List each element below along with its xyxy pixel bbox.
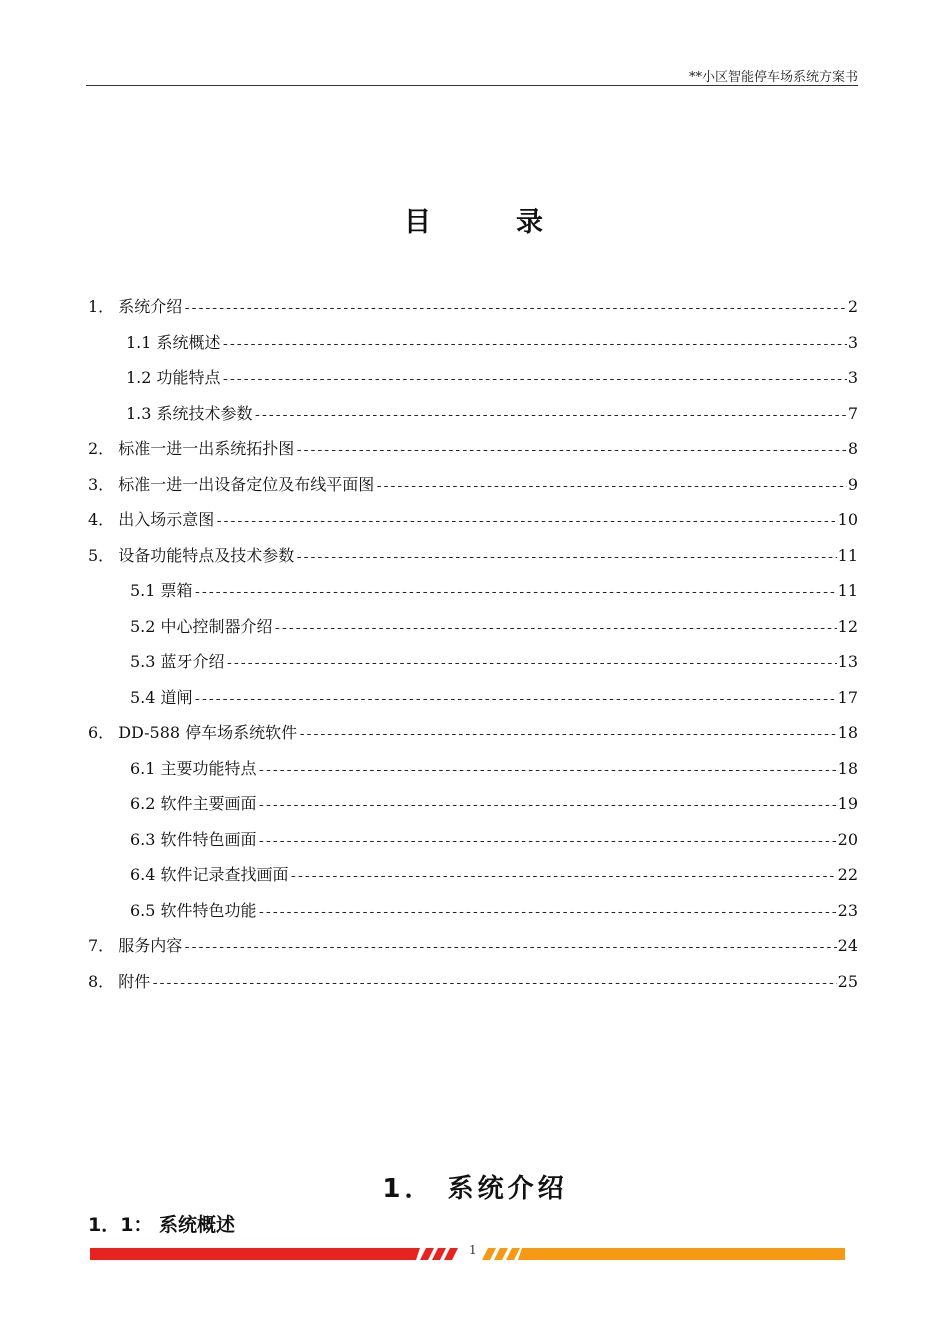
toc-leader-dashes: [194, 575, 837, 611]
toc-entry-page: 17: [837, 687, 858, 707]
toc-leader-dashes: [226, 646, 837, 682]
toc-entry-label: 6.1 主要功能特点: [130, 758, 257, 778]
toc-leader-dashes: [295, 433, 847, 469]
toc-entry-page: 25: [837, 971, 858, 991]
toc-entry-label: DD-588 停车场系统软件: [118, 723, 298, 742]
toc-entry-label: 服务内容: [118, 936, 183, 955]
toc-entry-label: 标准一进一出设备定位及布线平面图: [118, 474, 375, 494]
footer-slash-right-1: [482, 1248, 496, 1260]
toc-entry-page: 3: [847, 368, 858, 387]
toc-entry[interactable]: [86, 893, 858, 929]
toc-leader-dashes: [222, 327, 847, 363]
toc-entry[interactable]: [86, 680, 858, 716]
footer-slash-left-1: [420, 1248, 434, 1260]
toc-leader-dashes: [375, 469, 847, 505]
header-divider: [86, 85, 858, 86]
toc-entry[interactable]: [86, 573, 858, 609]
toc-entry-label: 标准一进一出系统拓扑图: [118, 439, 295, 458]
footer-page-number: 1: [469, 1243, 477, 1257]
toc-leader-dashes: [222, 362, 847, 398]
toc-entry-label: 6.3 软件特色画面: [130, 829, 257, 849]
toc-entry[interactable]: [86, 857, 858, 893]
toc-entry-page: 12: [837, 616, 858, 636]
toc-entry-page: 18: [837, 758, 858, 778]
toc-entry-label: 6.2 软件主要画面: [130, 794, 257, 813]
toc-entry-page: 18: [837, 723, 858, 742]
footer-slash-right-2: [494, 1248, 508, 1260]
toc-entry[interactable]: [86, 964, 858, 1000]
toc-title-char-2: 录: [516, 207, 543, 238]
toc-leader-dashes: [183, 291, 847, 327]
toc-leader-dashes: [258, 824, 837, 860]
toc-entry-label: 1.3 系统技术参数: [126, 403, 253, 423]
toc-entry-label: 6.5 软件特色功能: [130, 900, 257, 920]
toc-entry[interactable]: [86, 396, 858, 432]
toc-entry[interactable]: [86, 644, 858, 680]
toc-entry[interactable]: [86, 360, 858, 396]
toc-entry-label: 出入场示意图: [118, 510, 215, 529]
page-header-title: **小区智能停车场系统方案书: [688, 70, 858, 85]
toc-leader-dashes: [290, 859, 837, 895]
table-of-contents: [86, 289, 858, 999]
toc-entry[interactable]: [86, 786, 858, 822]
toc-title-char-1: 目: [404, 207, 431, 238]
toc-leader-dashes: [258, 788, 837, 824]
toc-entry[interactable]: [86, 467, 858, 503]
toc-entry-number: 2．: [88, 439, 115, 458]
toc-entry-page: 10: [837, 510, 858, 529]
toc-entry[interactable]: [86, 715, 858, 751]
toc-entry-label: 系统介绍: [118, 297, 183, 316]
toc-entry-number: 8．: [88, 971, 115, 991]
toc-entry-label: 设备功能特点及技术参数: [118, 545, 295, 565]
toc-entry-number: 6．: [88, 723, 115, 742]
toc-entry[interactable]: [86, 538, 858, 574]
toc-entry-page: 24: [837, 936, 858, 955]
toc-entry[interactable]: [86, 928, 858, 964]
toc-leader-dashes: [215, 504, 836, 540]
toc-entry-page: 3: [847, 332, 858, 352]
toc-entry-label: 5.3 蓝牙介绍: [130, 652, 225, 671]
toc-entry-page: 22: [837, 865, 858, 884]
toc-entry-page: 11: [837, 581, 858, 600]
toc-entry-page: 9: [847, 474, 858, 494]
toc-leader-dashes: [254, 398, 847, 434]
toc-title: [0, 200, 950, 240]
toc-entry-label: 附件: [118, 971, 151, 991]
toc-entry-page: 13: [837, 652, 858, 671]
toc-leader-dashes: [194, 682, 837, 718]
toc-entry-number: 1．: [88, 297, 115, 316]
footer-stripe-right: [518, 1248, 845, 1260]
toc-entry-page: 19: [837, 794, 858, 813]
toc-entry-page: 2: [847, 297, 858, 316]
toc-entry-label: 5.1 票箱: [130, 581, 193, 600]
toc-entry-page: 20: [837, 829, 858, 849]
toc-leader-dashes: [258, 753, 837, 789]
footer-slash-left-2: [432, 1248, 446, 1260]
toc-entry-number: 7．: [88, 936, 115, 955]
toc-entry-label: 5.4 道闸: [130, 687, 193, 707]
toc-leader-dashes: [258, 895, 837, 931]
footer-stripe-left: [90, 1248, 420, 1260]
toc-leader-dashes: [274, 611, 837, 647]
toc-entry[interactable]: [86, 502, 858, 538]
toc-entry[interactable]: [86, 751, 858, 787]
footer-stripe: [90, 1244, 845, 1264]
toc-entry-page: 11: [837, 545, 858, 565]
section-heading: 1． 系统介绍: [382, 1174, 568, 1204]
toc-entry-page: 23: [837, 900, 858, 920]
toc-entry[interactable]: [86, 431, 858, 467]
toc-entry[interactable]: [86, 325, 858, 361]
toc-entry[interactable]: [86, 289, 858, 325]
toc-leader-dashes: [183, 930, 836, 966]
toc-leader-dashes: [298, 717, 836, 753]
toc-entry-number: 5．: [88, 545, 115, 565]
footer-slash-left-3: [444, 1248, 458, 1260]
toc-entry-label: 1.1 系统概述: [126, 332, 221, 352]
toc-entry-page: 8: [847, 439, 858, 458]
toc-entry-label: 1.2 功能特点: [126, 368, 221, 387]
toc-leader-dashes: [151, 966, 836, 1002]
footer-slash-right-3: [506, 1248, 520, 1260]
toc-entry-label: 5.2 中心控制器介绍: [130, 616, 273, 636]
toc-leader-dashes: [295, 540, 836, 576]
toc-entry[interactable]: [86, 609, 858, 645]
toc-entry[interactable]: [86, 822, 858, 858]
toc-entry-page: 7: [847, 403, 858, 423]
toc-entry-number: 4．: [88, 510, 115, 529]
subsection-heading: 1．1： 系统概述: [88, 1214, 236, 1236]
toc-entry-label: 6.4 软件记录查找画面: [130, 865, 289, 884]
toc-entry-number: 3．: [88, 474, 115, 494]
